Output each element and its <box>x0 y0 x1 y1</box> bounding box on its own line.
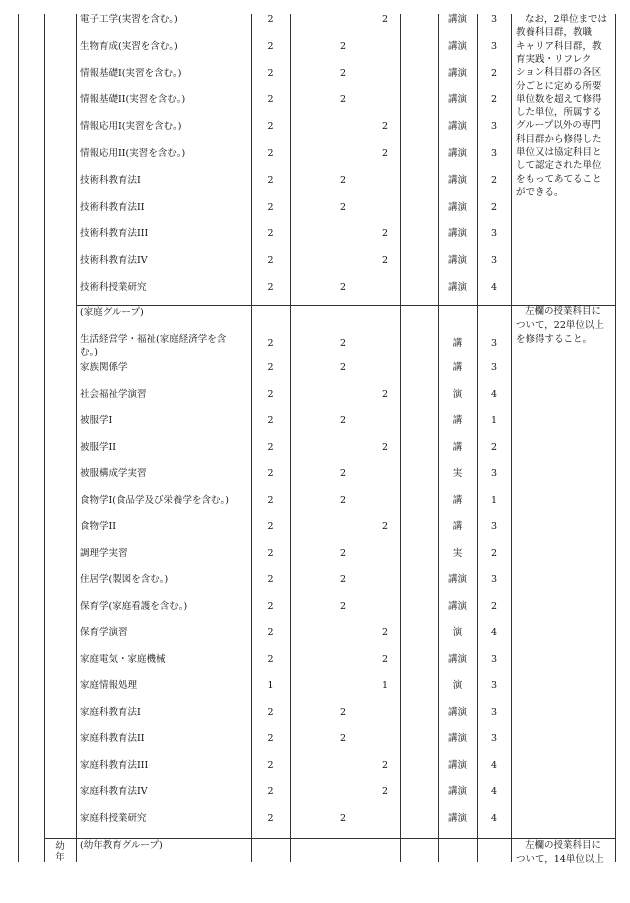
year-value: 4 <box>490 759 498 771</box>
credits-value: 2 <box>267 94 274 106</box>
method-value: 講演 <box>447 812 467 824</box>
credits-value: 2 <box>267 468 274 479</box>
category-label-char: 年 <box>55 852 65 863</box>
subject-name: 家族関係学 <box>80 362 128 373</box>
credits-value: 2 <box>267 653 274 665</box>
method-value: 実 <box>452 468 463 479</box>
credits-value: 2 <box>267 415 274 426</box>
group-label-youji: (幼年教育グループ) <box>80 840 163 851</box>
lecture-credits: 2 <box>339 706 347 718</box>
credits-value: 2 <box>267 574 274 585</box>
subject-name: 家庭科授業研究 <box>80 812 147 824</box>
year-value: 2 <box>490 67 498 79</box>
remark-line: 教養科目群，教職 <box>516 27 593 39</box>
year-value: 4 <box>490 388 498 400</box>
year-value: 3 <box>490 574 498 585</box>
subject-name: 生活経営学・福祉(家庭経済学を含 <box>80 334 227 345</box>
year-value: 2 <box>490 600 498 612</box>
subject-name: 技術科教育法III <box>80 228 149 240</box>
credits-value: 2 <box>267 441 274 453</box>
credits-value: 2 <box>267 521 274 532</box>
practice-credits: 2 <box>381 441 389 453</box>
method-value: 実 <box>452 547 463 559</box>
method-value: 講 <box>452 494 463 506</box>
credits-value: 2 <box>267 388 274 400</box>
lecture-credits: 2 <box>339 574 347 585</box>
data-col-border-0 <box>251 14 252 862</box>
credits-value: 2 <box>267 282 274 293</box>
year-value: 3 <box>490 362 498 373</box>
credits-value: 2 <box>267 362 274 373</box>
method-value: 演 <box>452 680 463 691</box>
credits-value: 2 <box>267 40 274 52</box>
method-value: 講演 <box>447 653 467 665</box>
practice-credits: 2 <box>381 653 389 665</box>
year-value: 3 <box>490 653 498 665</box>
remark-line: 単位数を超えて修得 <box>516 93 602 105</box>
method-value: 講演 <box>447 228 467 240</box>
credits-value: 2 <box>267 759 274 771</box>
method-value: 講演 <box>447 40 467 52</box>
subject-name: 被服学II <box>80 441 117 453</box>
subject-name: 技術科教育法I <box>80 174 141 186</box>
year-value: 3 <box>490 706 498 718</box>
practice-credits: 1 <box>381 680 389 691</box>
practice-credits: 2 <box>381 786 389 797</box>
lecture-credits: 2 <box>339 415 347 426</box>
subject-name: 情報基礎II(実習を含む。) <box>80 94 186 106</box>
method-value: 講演 <box>447 759 467 771</box>
year-value: 4 <box>490 786 498 797</box>
method-value: 講演 <box>447 706 467 718</box>
remark-line: 育実践・リフレク <box>516 53 592 65</box>
year-value: 3 <box>490 521 498 532</box>
practice-credits: 2 <box>381 627 389 638</box>
method-value: 講演 <box>447 733 467 744</box>
practice-credits: 2 <box>381 521 389 532</box>
year-value: 3 <box>490 338 498 349</box>
subject-name: 保育学(家庭看護を含む。) <box>80 600 188 612</box>
year-value: 2 <box>490 174 498 186</box>
year-value: 3 <box>490 40 498 52</box>
credits-value: 2 <box>267 255 274 267</box>
year-value: 3 <box>490 468 498 479</box>
year-value: 3 <box>490 733 498 744</box>
credits-value: 2 <box>267 121 274 133</box>
method-value: 講演 <box>447 255 467 267</box>
method-value: 講演 <box>447 148 467 159</box>
credits-value: 2 <box>267 706 274 718</box>
subject-name-cont: む。) <box>80 347 98 358</box>
remark-line: なお，2単位までは <box>525 14 608 25</box>
remark-line: して認定された単位 <box>516 160 602 172</box>
lecture-credits: 2 <box>339 338 347 349</box>
subject-name: 情報応用II(実習を含む。) <box>80 148 186 159</box>
lecture-credits: 2 <box>339 812 347 824</box>
credits-value: 1 <box>267 680 274 691</box>
year-value: 3 <box>490 14 498 25</box>
data-col-border-4 <box>477 14 478 862</box>
category-col-border <box>44 14 45 862</box>
practice-credits: 2 <box>381 388 389 400</box>
remark-line: した単位，所属する <box>516 107 602 119</box>
credits-value: 2 <box>267 786 274 797</box>
remark-line: キャリア科目群，教 <box>516 40 602 52</box>
credits-value: 2 <box>267 67 274 79</box>
subject-name: 情報基礎I(実習を含む。) <box>80 67 182 79</box>
subject-name: 家庭科教育法IV <box>80 786 148 797</box>
method-value: 講演 <box>447 174 467 186</box>
method-value: 講 <box>452 362 463 373</box>
practice-credits: 2 <box>381 759 389 771</box>
credits-value: 2 <box>267 812 274 824</box>
year-value: 4 <box>490 812 498 824</box>
practice-credits: 2 <box>381 148 389 159</box>
subject-name: 家庭科教育法III <box>80 759 149 771</box>
subject-name: 家庭情報処理 <box>80 680 138 691</box>
lecture-credits: 2 <box>339 201 347 213</box>
subject-name: 食物学II <box>80 521 117 532</box>
credits-value: 2 <box>267 627 274 638</box>
credits-value: 2 <box>267 201 274 213</box>
lecture-credits: 2 <box>339 40 347 52</box>
outer-left-border <box>18 14 19 862</box>
credits-value: 2 <box>267 174 274 186</box>
method-value: 講演 <box>447 121 467 133</box>
subject-name: 電子工学(実習を含む。) <box>80 14 178 25</box>
method-value: 講演 <box>447 14 467 25</box>
lecture-credits: 2 <box>339 733 347 744</box>
remark-line: グループ以外の専門 <box>516 120 601 132</box>
year-value: 4 <box>490 282 498 293</box>
data-col-border-2 <box>400 14 401 862</box>
subject-name: 被服構成学実習 <box>80 468 147 479</box>
practice-credits: 2 <box>381 14 389 25</box>
lecture-credits: 2 <box>339 94 347 106</box>
year-value: 3 <box>490 255 498 267</box>
method-value: 演 <box>452 627 463 638</box>
method-value: 演 <box>452 388 463 400</box>
method-value: 講演 <box>447 574 467 585</box>
credits-value: 2 <box>267 338 274 349</box>
subject-name: 被服学I <box>80 415 113 426</box>
subject-name: 技術科授業研究 <box>80 282 147 293</box>
remark-line: をもってあてること <box>516 173 602 185</box>
credits-value: 2 <box>267 733 274 744</box>
practice-credits: 2 <box>381 121 389 133</box>
subject-name: 保育学演習 <box>80 627 128 638</box>
lecture-credits: 2 <box>339 282 347 293</box>
credits-value: 2 <box>267 600 274 612</box>
method-value: 講演 <box>447 282 467 293</box>
subject-name: 技術科教育法IV <box>80 255 148 267</box>
method-value: 講 <box>452 415 463 426</box>
home-youji-separator <box>44 838 616 839</box>
year-value: 3 <box>490 148 498 159</box>
method-value: 講演 <box>447 786 467 797</box>
method-value: 講演 <box>447 600 467 612</box>
lecture-credits: 2 <box>339 547 347 559</box>
credits-value: 2 <box>267 494 274 506</box>
remark-line: ついて，22単位以上 <box>516 320 604 331</box>
data-col-border-1 <box>290 14 291 862</box>
year-value: 3 <box>490 680 498 691</box>
credits-value: 2 <box>267 547 274 559</box>
lecture-credits: 2 <box>339 362 347 373</box>
year-value: 1 <box>490 415 498 426</box>
remark-line: 分ごとに定める所要 <box>516 80 602 92</box>
data-col-border-6 <box>615 14 616 862</box>
subject-name: 家庭電気・家庭機械 <box>80 653 166 665</box>
year-value: 3 <box>490 228 498 240</box>
lecture-credits: 2 <box>339 600 347 612</box>
remark-line: を修得すること。 <box>516 334 593 345</box>
subject-name: 住居学(製図を含む。) <box>80 574 169 585</box>
year-value: 2 <box>490 547 498 559</box>
lecture-credits: 2 <box>339 67 347 79</box>
credits-value: 2 <box>267 148 274 159</box>
method-value: 講演 <box>447 94 467 106</box>
subject-name: 調理学実習 <box>80 547 128 559</box>
subject-name: 生物育成(実習を含む。) <box>80 40 178 52</box>
year-value: 2 <box>490 201 498 213</box>
remark-line: ができる。 <box>516 186 564 198</box>
group-label-home: (家庭グループ) <box>80 307 144 318</box>
year-value: 4 <box>490 627 498 638</box>
lecture-credits: 2 <box>339 174 347 186</box>
lecture-credits: 2 <box>339 494 347 506</box>
year-value: 1 <box>490 494 498 506</box>
method-value: 講 <box>452 441 463 453</box>
method-value: 講演 <box>447 201 467 213</box>
remark-line: 単位又は協定科目と <box>516 147 602 158</box>
subject-name: 社会福祉学演習 <box>80 388 147 400</box>
practice-credits: 2 <box>381 228 389 240</box>
lecture-credits: 2 <box>339 468 347 479</box>
remark-line: ション科目群の各区 <box>516 67 602 79</box>
remark-line: 左欄の授業科目に <box>525 306 602 317</box>
method-value: 講 <box>452 338 463 349</box>
credits-value: 2 <box>267 228 274 240</box>
remark-line: 左欄の授業科目に <box>525 840 602 851</box>
subject-name: 技術科教育法II <box>80 201 145 213</box>
subject-name: 情報応用I(実習を含む。) <box>80 121 182 133</box>
category-label-char: 幼 <box>55 841 65 852</box>
year-value: 2 <box>490 441 498 453</box>
subject-col-border <box>76 14 77 862</box>
practice-credits: 2 <box>381 255 389 267</box>
remark-line: ついて，14単位以上 <box>516 854 604 865</box>
method-value: 講演 <box>447 67 467 79</box>
data-col-border-5 <box>511 14 512 862</box>
remark-line: 科目群から修得した <box>516 133 602 145</box>
credits-value: 2 <box>267 14 274 25</box>
subject-name: 家庭科教育法II <box>80 733 145 744</box>
year-value: 3 <box>490 121 498 133</box>
method-value: 講 <box>452 521 463 532</box>
subject-name: 家庭科教育法I <box>80 706 141 718</box>
year-value: 2 <box>490 94 498 106</box>
subject-name: 食物学I(食品学及び栄養学を含む。) <box>80 494 229 506</box>
